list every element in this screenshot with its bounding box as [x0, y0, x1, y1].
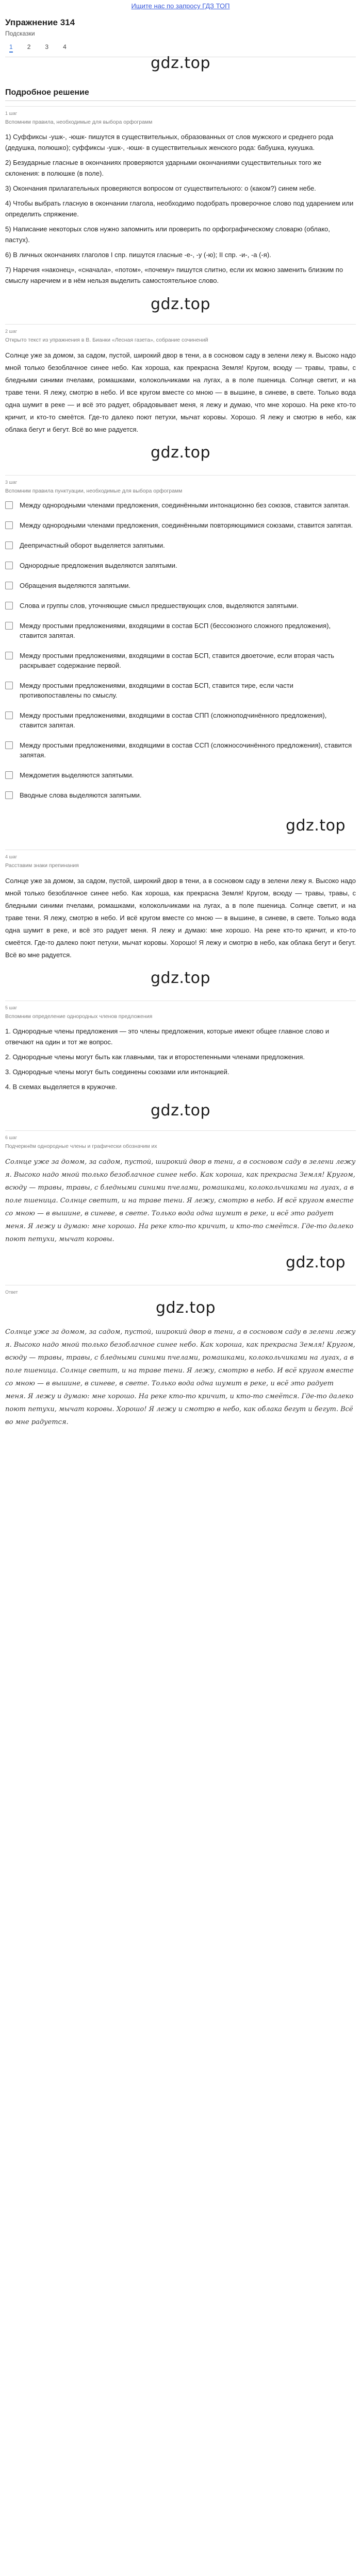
step-label: 4 шаг: [5, 854, 18, 859]
step-label: 5 шаг: [5, 1005, 18, 1010]
step-label: 2 шаг: [5, 329, 18, 334]
hints-label: Подсказки: [5, 30, 35, 37]
step-label: 1 шаг: [5, 111, 18, 116]
answer-label: Ответ: [5, 1290, 18, 1295]
step-caption: Подчеркнём однородные члены и графически обозначим их: [5, 1143, 157, 1149]
pager-item-1[interactable]: 1: [9, 43, 13, 53]
checkbox-icon: [5, 771, 13, 779]
solution-pager: [9, 43, 356, 53]
rule-text: 3) Окончания прилагательных проверяются вопросом от существительного: о (каком?) синем небе.: [5, 184, 316, 192]
list-item: Обращения выделяются запятыми.: [5, 581, 356, 590]
watermark-row: [0, 1246, 361, 1282]
checkbox-icon: [5, 711, 13, 719]
step-label: 3 шаг: [5, 480, 18, 485]
watermark-logo: gdz.top: [285, 817, 346, 835]
rule-text: 4) Чтобы выбрать гласную в окончании глагола, необходимо подобрать проверочное слово под ударением или определить спряжение.: [5, 199, 354, 218]
answer-text: Солнце уже за домом, за садом, пустой, широкий двор в тени, а в сосновом саду в зелени лежу я. Высоко надо мной только безоблачное синее небо. Как хороша, как прекрасна Земля! Кругом, всюду — травы, травы, с бледными синими пчелами, ромашками, колокольчиками на лугах, а в поле пшеница. Солнце светит, и на траве тени. Я лежу, смотрю в небо. И всё кругом вместе со мною — в вышине, в синеве, в свете. Только вода одна шумит в реке, и всё это радует меня. Я лежу и думаю: мне хорошо. На реке кто-то кричит, и кто-то смеётся. Где-то далеко поют петухи, мычат коровы. Хорошо! Я лежу и смотрю в небо, как облака бегут и бегут. Всё во мне радуется.: [5, 1328, 356, 1426]
checkbox-icon: [5, 791, 13, 799]
list-item: Между простыми предложениями, входящими в состав БСП, ставится тире, если части противопоставлены по смыслу.: [5, 681, 356, 700]
punctuation-rules-list: [5, 500, 356, 800]
analysis-text: Солнце уже за домом, за садом, пустой, широкий двор в тени, а в сосновом саду в зелени лежу я. Высоко надо мной только безоблачное синее небо. Как хороша, как прекрасна Земля! Кругом, всюду — травы, травы, с бледными синими пчелами, ромашками, колокольчиками на лугах, а в поле пшеница. Солнце светит, и на траве тени. Я лежу, смотрю в небо. И всё кругом вместе со мною — в вышине, в синеве, в свете. Только вода одна шумит в реке, и всё это радует меня. Я лежу и думаю: мне хорошо. На реке кто-то кричит, и кто-то смеётся. Где-то далеко поют петухи, мычат коровы.: [5, 1158, 356, 1243]
watermark-row: [0, 1096, 361, 1127]
watermark-row: [0, 810, 361, 846]
checkbox-icon: [5, 602, 13, 609]
list-item: Между простыми предложениями, входящими в состав СПП (сложноподчинённого предложения), ставится запятая.: [5, 710, 356, 730]
header: [0, 18, 361, 53]
rule-text: 3. Однородные члены могут быть соединены союзами или интонацией.: [5, 1068, 229, 1076]
watermark-logo: gdz.top: [150, 54, 211, 72]
list-item: Вводные слова выделяются запятыми.: [5, 790, 356, 800]
checkbox-icon: [5, 562, 13, 569]
checkbox-icon: [5, 521, 13, 529]
list-item: Междометия выделяются запятыми.: [5, 770, 356, 780]
rule-text: 2. Однородные члены могут быть как главными, так и второстепенными членами предложения.: [5, 1053, 305, 1061]
rule-text: 1) Суффиксы -ушк-, -юшк- пишутся в существительных, образованных от слов мужского и среднего рода (дедушка, полюшко); суффиксы -ушк-, -юшк- в существительных женского рода: бабушка, кукушка.: [5, 133, 334, 151]
list-item: Между простыми предложениями, входящими в состав БСП, ставится двоеточие, если вторая часть раскрывает содержание первой.: [5, 651, 356, 670]
step-5: [5, 1001, 356, 1092]
list-item: Между однородными членами предложения, соединёнными интонационно без союзов, ставится запятая.: [5, 500, 356, 510]
answer-section: [5, 1285, 356, 1429]
rule-text: 5) Написание некоторых слов нужно запомнить или проверить по орфографическому словарю (облако, пастух).: [5, 225, 330, 244]
punctuated-text: Солнце уже за домом, за садом, пустой, широкий двор в тени, а в сосновом саду в зелени лежу я. Высоко надо мной только безоблачное синее небо. Как хороша, как прекрасна Земля! Кругом, всюду — травы, травы, с бледными синими пчелами, ромашками, колокольчиками на лугах, а в поле пшеница. Солнце светит, и на траве тени. Я лежу, смотрю в небо. И всё кругом вместе со мною — в вышине, в синеве, в свете. Только вода одна шумит в реке, и всё это радует меня. Я лежу и думаю: мне хорошо. На реке кто-то кричит, и кто-то смеётся. Где-то далеко поют петухи, мычат коровы. Хорошо! Я лежу и смотрю в небо, как облака бегут и бегут. Всё во мне радуется.: [5, 877, 356, 959]
watermark-logo: gdz.top: [150, 1101, 211, 1120]
list-item: Между однородными членами предложения, соединёнными повторяющимися союзами, ставится запятая.: [5, 520, 356, 530]
step-caption: Вспомним правила, необходимые для выбора орфограмм: [5, 119, 153, 125]
step-caption: Открыто текст из упражнения в В. Бианки «Лесная газета», собрание сочинений: [5, 337, 208, 343]
watermark-logo: gdz.top: [150, 969, 211, 987]
checkbox-icon: [5, 501, 13, 509]
step-caption: Расставим знаки препинания: [5, 862, 79, 869]
source-text: Солнце уже за домом, за садом, пустой, широкий двор в тени, а в сосновом саду в зелени лежу я. Высоко надо мной только безоблачное синее небо. Как хороша, как прекрасна Земля! Кругом, всюду — травы, травы, с бледными синими пчелами, ромашками, колокольчиками на лугах, а в поле пшеница. Солнце светит, и на траве тени. Я лежу, смотрю в небо. И все кругом вместе со мною — в вышине, в синеве, в свете. Только вода одна шумит в реке — и всё это радует, обрадовывает меня, я лежу и думаю, что мне хорошо. На реке кто-то кричит, и кто-то смеётся. Где-то далеко поют петухи, мычат коровы. Хорошо. Я лежу и смотрю в небо, как облака бегут и бегут. Всё во мне радуется.: [5, 351, 356, 433]
step-1: [5, 106, 356, 286]
watermark-row: [0, 961, 361, 997]
solution-heading: Подробное решение: [5, 88, 356, 101]
watermark-logo: gdz.top: [155, 1299, 216, 1317]
checkbox-icon: [5, 682, 13, 689]
checkbox-icon: [5, 582, 13, 589]
step-label: 6 шаг: [5, 1135, 18, 1140]
watermark-row: [0, 290, 361, 321]
checkbox-icon: [5, 622, 13, 630]
list-item: Между простыми предложениями, входящими в состав ССП (сложносочинённого предложения), ставится запятая.: [5, 740, 356, 760]
step-3: [5, 475, 356, 800]
list-item: Однородные предложения выделяются запятыми.: [5, 561, 356, 570]
watermark-logo: gdz.top: [150, 444, 211, 462]
exercise-title: Упражнение 314: [5, 18, 75, 27]
watermark-logo: gdz.top: [285, 1253, 346, 1272]
watermark-row: [0, 436, 361, 472]
watermark-logo: gdz.top: [150, 295, 211, 313]
step-6: [5, 1130, 356, 1246]
pager-item-3[interactable]: 3: [45, 43, 49, 50]
list-item: Деепричастный оборот выделяется запятыми.: [5, 540, 356, 550]
list-item: Между простыми предложениями, входящими в состав БСП (бессоюзного сложного предложения), ставится запятая.: [5, 621, 356, 640]
step-4: [5, 850, 356, 961]
rule-text: 6) В личных окончаниях глаголов I спр. пишутся гласные -е-, -у (-ю); II спр. -и-, -а (-я).: [5, 251, 271, 259]
checkbox-icon: [5, 541, 13, 549]
watermark-row: [5, 1295, 356, 1326]
step-caption: Вспомним правила пунктуации, необходимые для выбора орфограмм: [5, 488, 183, 494]
checkbox-icon: [5, 741, 13, 749]
pager-item-2[interactable]: 2: [27, 43, 31, 50]
checkbox-icon: [5, 652, 13, 659]
top-link[interactable]: Ищите нас по запросу ГДЗ ТОП: [131, 2, 230, 10]
rule-text: 2) Безударные гласные в окончаниях проверяются ударными окончаниями существительных того же склонения: в полюшке (в поле).: [5, 159, 322, 177]
pager-item-4[interactable]: 4: [63, 43, 67, 50]
rule-text: 4. В схемах выделяется в кружочке.: [5, 1083, 118, 1091]
rule-text: 1. Однородные члены предложения — это члены предложения, которые имеют общее главное слово и отвечают на один и тот же вопрос.: [5, 1027, 330, 1046]
step-2: [5, 324, 356, 436]
list-item: Слова и группы слов, уточняющие смысл предшествующих слов, выделяются запятыми.: [5, 601, 356, 611]
step-caption: Вспомним определение однородных членов предложения: [5, 1013, 153, 1020]
rule-text: 7) Наречия «наконец», «сначала», «потом», «почему» пишутся слитно, если их можно заменить близким по смыслу наречием и в нём нельзя выделить самостоятельное слово.: [5, 266, 343, 284]
